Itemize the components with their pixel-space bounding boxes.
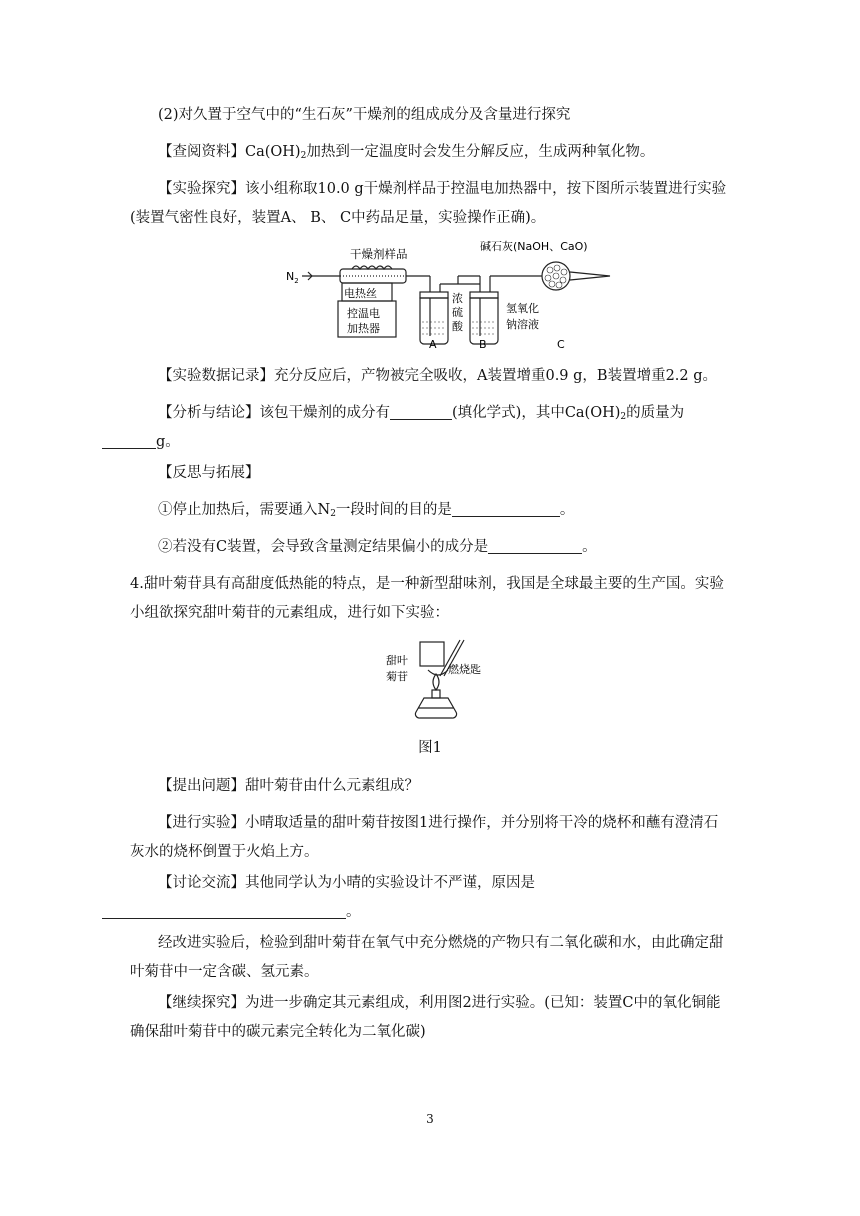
fig1-sample-line2: 菊苷 [386,670,408,683]
heater-wire-label: 电热丝 [344,287,377,300]
n2-label: $N_2$ [286,270,299,285]
label-a: A [429,338,437,351]
naoh-label-2: 钠溶液 [506,318,539,331]
acid-label-3: 酸 [452,320,463,333]
discussion-paragraph: 【讨论交流】其他同学认为小晴的实验设计不严谨，原因是 。 [130,869,730,927]
acid-label-1: 浓 [452,292,463,305]
q3-part2-title: (2)对久置于空气中的“生石灰”干燥剂的组成成分及含量进行探究 [158,107,571,123]
data-record-label: 【实验数据记录】 [158,368,274,384]
reflect-heading: 【反思与拓展】 [158,465,260,481]
sample-label: 干燥剂样品 [350,247,408,261]
label-b: B [479,338,487,351]
apparatus-diagram [280,236,620,352]
reflect-item-2: ②若没有C装置，会导致含量测定结果偏小的成分是 。 [158,539,597,555]
continue-label: 【继续探究】 [158,995,245,1011]
label-c: C [557,338,565,351]
do-experiment-label: 【进行实验】 [158,815,245,831]
reference-paragraph: 【查阅资料】$Ca(OH)_2$加热到一定温度时会发生分解反应，生成两种氧化物。 [158,144,655,161]
answer-blank-components[interactable] [390,403,452,420]
reflect-item-1: ①停止加热后，需要通入$N_2$一段时间的目的是 。 [158,502,575,519]
question-label: 【提出问题】 [158,778,245,794]
reference-label: 【查阅资料】 [158,144,245,160]
answer-blank-component[interactable] [488,537,582,554]
discussion-label: 【讨论交流】 [158,875,245,891]
figure-1-burning [384,636,484,722]
heater-box-line1: 控温电 [347,307,380,320]
soda-lime-label: 碱石灰(NaOH、CaO) [480,240,588,253]
naoh-label-1: 氢氧化 [506,302,539,315]
analysis-label: 【分析与结论】 [158,405,260,421]
experiment-paragraph: 【实验探究】该小组称取10.0 g干燥剂样品于控温电加热器中，按下图所示装置进行实验(装置气密性良好，装置A、 B、 C中药品足量，实验操作正确)。 [130,181,727,226]
question-paragraph: 【提出问题】甜叶菊苷由什么元素组成？ [158,778,419,794]
acid-label-2: 硫 [452,306,463,319]
fig1-spoon-label: 燃烧匙 [448,663,481,676]
q4-intro: 4.甜叶菊苷具有高甜度低热能的特点，是一种新型甜味剂，我国是全球最主要的生产国。实验小组欲探究甜叶菊苷的元素组成，进行如下实验： [130,576,724,621]
data-record-paragraph: 【实验数据记录】充分反应后，产物被完全吸收，A装置增重0.9 g，B装置增重2.2 g。 [158,368,718,384]
analysis-paragraph: 【分析与结论】该包干燥剂的成分有 (填化学式)，其中$Ca(OH)_2$的质量为 g。 [130,399,730,457]
after-improvement-paragraph: 经改进实验后，检验到甜叶菊苷在氧气中充分燃烧的产物只有二氧化碳和水，由此确定甜叶菊苷中一定含碳、氢元素。 [130,935,724,980]
answer-blank-mass[interactable] [102,432,156,449]
answer-blank-reason[interactable] [102,902,346,919]
fig1-sample-line1: 甜叶 [386,654,408,667]
continue-paragraph: 【继续探究】为进一步确定其元素组成，利用图2进行实验。(已知：装置C中的氧化铜能确保甜叶菊苷中的碳元素完全转化为二氧化碳) [130,995,721,1040]
experiment-label: 【实验探究】 [158,181,245,197]
answer-blank-purpose[interactable] [452,500,560,517]
heater-box-line2: 加热器 [347,322,380,335]
page-number: 3 [426,1112,434,1126]
do-experiment-paragraph: 【进行实验】小晴取适量的甜叶菊苷按图1进行操作，并分别将干冷的烧杯和蘸有澄清石灰水的烧杯倒置于火焰上方。 [130,815,719,860]
figure-1-caption: 图1 [418,740,442,756]
